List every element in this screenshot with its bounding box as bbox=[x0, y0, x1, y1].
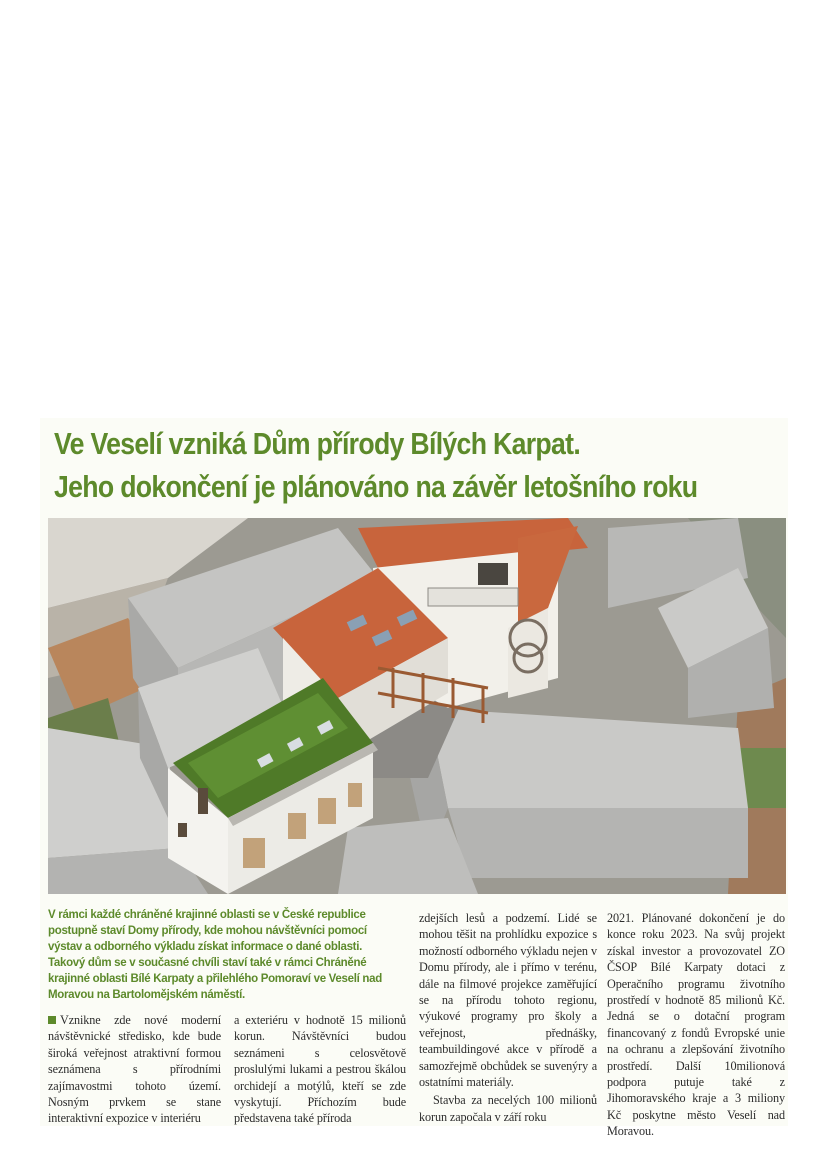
headline-line-2: Jeho dokončení je plánováno na závěr letošního roku bbox=[54, 469, 698, 504]
column-4-text: 2021. Plánované dokončení je do konce roku 2023. Na svůj projekt získal investor a provozovatel ZO ČSOP Bílé Karpaty dotaci z Operačního programu životního prostředí v hodnotě 85 milionů Kč. Jedná se o dotační program financovaný z fondů Evropské unie na ochranu a zlepšování životního prostředí. Další 10milionová podpora putuje také z Jihomoravského kraje a 3 miliony Kč poskytne město Veselí nad Moravou. bbox=[607, 911, 785, 1139]
article-column-2 bbox=[234, 1012, 406, 1127]
column-1-text: Vznikne zde nové moderní návštěvnické středisko, kde bude široká veřejnost atraktivní formou seznámena s přírodními zajímavostmi tohoto území. Nosným prvkem se stane interaktivní expozice v interiéru bbox=[48, 1013, 221, 1126]
column-3-paragraph-1: zdejších lesů a podzemí. Lidé se mohou těšit na prohlídku expozice s možností odborného výkladu nejen v Domu přírody, ale i přímo v terénu, dále na filmové projekce zaměřující se na přírodu tohoto regionu, výukové programy pro školy a veřejnost, přednášky, teambuildingové akce v přírodě a samozřejmě obchůdek se suvenýry a ostatními materiály. bbox=[419, 911, 597, 1090]
article-column-4 bbox=[607, 910, 785, 1140]
headline-line-1: Ve Veselí vzniká Dům přírody Bílých Karpat. bbox=[54, 426, 581, 461]
article-column-1 bbox=[48, 1012, 221, 1127]
column-2-text: a exteriéru v hodnotě 15 milionů korun. Návštěvníci budou seznámeni s celosvětově proslulými lukami a pestrou škálou orchidejí a motýlů, kteří se zde vyskytují. Příchozím bude představena také příroda bbox=[234, 1013, 406, 1126]
article-headline bbox=[54, 422, 698, 508]
column-3-paragraph-2: Stavba za necelých 100 milionů korun započala v září roku bbox=[419, 1093, 597, 1124]
paragraph-bullet-icon bbox=[48, 1016, 56, 1024]
architectural-rendering-image bbox=[48, 518, 786, 894]
article-lead: V rámci každé chráněné krajinné oblasti se v České republice postupně staví Domy přírody, kde mohou návštěvníci pomocí výstav a odborného výkladu získat informace o dané oblasti. Takový dům se v současné chvíli staví také v rámci Chráněné krajinné oblasti Bílé Karpaty a přilehlého Pomoraví ve Veselí nad Moravou na Bartolomějském náměstí. bbox=[48, 909, 382, 1001]
article-column-3 bbox=[419, 910, 597, 1125]
